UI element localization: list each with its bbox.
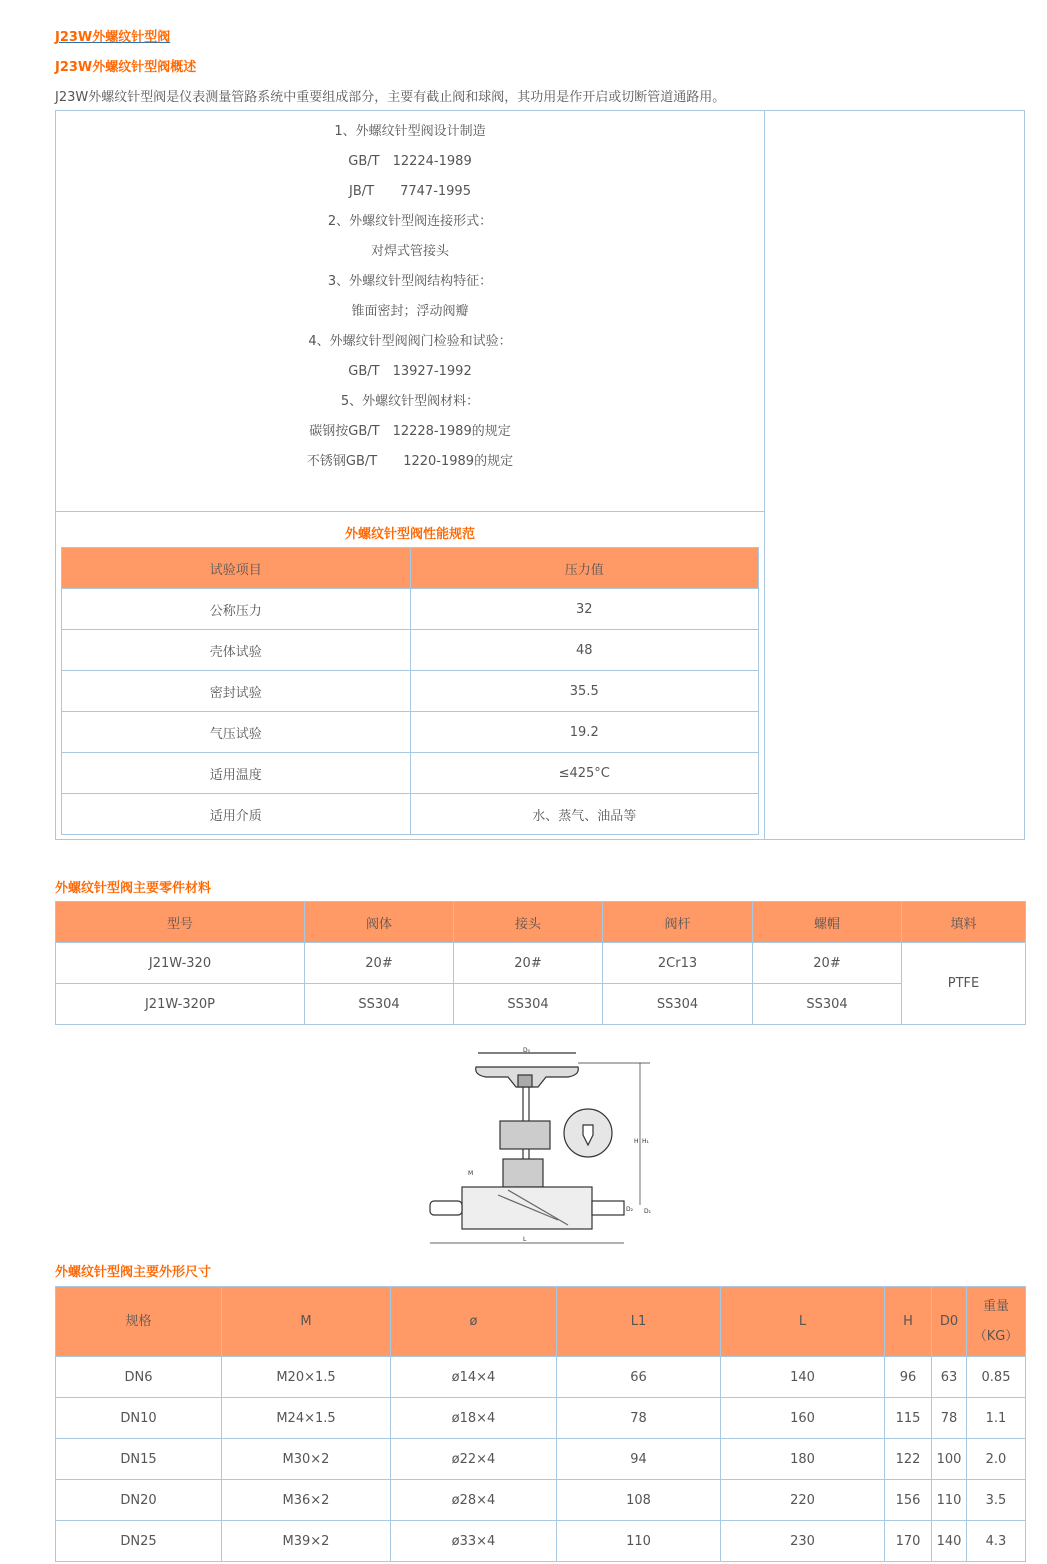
- table-cell: M20×1.5: [222, 1357, 391, 1398]
- table-cell: 220: [721, 1480, 885, 1521]
- table-cell: 3.5: [967, 1480, 1026, 1521]
- overview-heading: J23W外螺纹针型阀概述: [55, 60, 197, 75]
- spec-line: 5、外螺纹针型阀材料：: [340, 394, 480, 409]
- table-cell: 密封试验: [62, 671, 411, 712]
- table-cell: ø14×4: [391, 1357, 557, 1398]
- table-cell: 156: [885, 1480, 932, 1521]
- table-cell: 100: [932, 1439, 967, 1480]
- page-title-link[interactable]: J23W外螺纹针型阀: [55, 30, 171, 45]
- weight-label: 重量: [982, 1298, 1009, 1314]
- table-cell: 108: [557, 1480, 721, 1521]
- table-cell: 140: [721, 1357, 885, 1398]
- table-row: [62, 589, 759, 630]
- table-cell: 94: [557, 1439, 721, 1480]
- table-cell: 96: [885, 1357, 932, 1398]
- table-cell: 180: [721, 1439, 885, 1480]
- table-cell: 115: [885, 1398, 932, 1439]
- table-cell: ≤425°C: [410, 753, 759, 794]
- header-cell: 型号: [56, 902, 305, 943]
- spec-list: [56, 121, 764, 481]
- table-cell: ø18×4: [391, 1398, 557, 1439]
- dimensions-table: [55, 1286, 1026, 1562]
- label-l: L: [523, 1236, 527, 1243]
- table-cell: DN10: [56, 1398, 222, 1439]
- table-cell: 公称压力: [62, 589, 411, 630]
- table-row: [56, 943, 1026, 984]
- table-cell: SS304: [454, 984, 603, 1025]
- table-cell: 2.0: [967, 1439, 1026, 1480]
- table-cell: 35.5: [410, 671, 759, 712]
- spec-line: 碳钢按GB/T 12228-1989的规定: [309, 424, 511, 439]
- table-row: [56, 1439, 1026, 1480]
- filler-cell: PTFE: [902, 943, 1026, 1025]
- table-cell: 水、蒸气、油品等: [410, 794, 759, 835]
- table-cell: 20#: [454, 943, 603, 984]
- spec-line: JB/T 7747-1995: [349, 184, 471, 199]
- table-cell: 2Cr13: [603, 943, 753, 984]
- performance-table: [61, 547, 759, 835]
- table-cell: 20#: [305, 943, 454, 984]
- spec-line: 对焊式管接头: [370, 244, 449, 259]
- table-cell: 4.3: [967, 1521, 1026, 1562]
- dimensions-title: 外螺纹针型阀主要外形尺寸: [55, 1265, 212, 1280]
- table-cell: ø28×4: [391, 1480, 557, 1521]
- intro-text: J23W外螺纹针型阀是仪表测量管路系统中重要组成部分，主要有截止阀和球阀，其功用是作开启或切断管道通路用。: [55, 90, 726, 105]
- table-row: [56, 1398, 1026, 1439]
- table-row: [62, 671, 759, 712]
- table-row: [56, 984, 1026, 1025]
- spec-line: 锥面密封；浮动阀瓣: [351, 304, 469, 319]
- table-cell: 78: [932, 1398, 967, 1439]
- header-cell: 接头: [454, 902, 603, 943]
- label-h: H: [634, 1138, 639, 1145]
- table-cell: 适用介质: [62, 794, 411, 835]
- header-cell: 试验项目: [62, 548, 411, 589]
- header-cell: ø: [391, 1287, 557, 1357]
- table-cell: 78: [557, 1398, 721, 1439]
- table-cell: M30×2: [222, 1439, 391, 1480]
- weight-unit: （KG）: [973, 1328, 1019, 1344]
- table-row: [62, 794, 759, 835]
- label-h1: H₁: [642, 1138, 649, 1145]
- spec-line: 3、外螺纹针型阀结构特征：: [327, 274, 493, 289]
- table-row: [56, 1521, 1026, 1562]
- table-cell: 19.2: [410, 712, 759, 753]
- header-cell: 螺帽: [753, 902, 902, 943]
- table-cell: 48: [410, 630, 759, 671]
- performance-title: 外螺纹针型阀性能规范: [344, 527, 475, 542]
- spec-line: 1、外螺纹针型阀设计制造: [334, 124, 486, 139]
- spec-line: GB/T 12224-1989: [348, 154, 472, 169]
- table-cell: DN20: [56, 1480, 222, 1521]
- table-row: [56, 1357, 1026, 1398]
- table-cell: DN15: [56, 1439, 222, 1480]
- table-cell: ø22×4: [391, 1439, 557, 1480]
- table-cell: 230: [721, 1521, 885, 1562]
- table-cell: M36×2: [222, 1480, 391, 1521]
- table-cell: 气压试验: [62, 712, 411, 753]
- table-row: [62, 630, 759, 671]
- label-d2: D₂: [626, 1206, 634, 1213]
- table-cell: 壳体试验: [62, 630, 411, 671]
- weight-header: [967, 1287, 1026, 1357]
- spec-line: GB/T 13927-1992: [348, 364, 472, 379]
- table-cell: DN25: [56, 1521, 222, 1562]
- table-cell: ø33×4: [391, 1521, 557, 1562]
- materials-title: 外螺纹针型阀主要零件材料: [55, 881, 212, 896]
- table-cell: 0.85: [967, 1357, 1026, 1398]
- table-cell: M39×2: [222, 1521, 391, 1562]
- header-cell: 规格: [56, 1287, 222, 1357]
- table-cell: 160: [721, 1398, 885, 1439]
- header-cell: L: [721, 1287, 885, 1357]
- table-cell: J21W-320: [56, 943, 305, 984]
- divider: [764, 111, 765, 839]
- header-cell: M: [222, 1287, 391, 1357]
- table-cell: 110: [932, 1480, 967, 1521]
- table-cell: 110: [557, 1521, 721, 1562]
- header-cell: 填料: [902, 902, 1026, 943]
- valve-drawing: [428, 1045, 654, 1250]
- table-cell: M24×1.5: [222, 1398, 391, 1439]
- table-cell: SS304: [753, 984, 902, 1025]
- table-cell: 170: [885, 1521, 932, 1562]
- header-cell: H: [885, 1287, 932, 1357]
- table-cell: 66: [557, 1357, 721, 1398]
- table-cell: DN6: [56, 1357, 222, 1398]
- spec-line: 2、外螺纹针型阀连接形式：: [327, 214, 493, 229]
- spec-line: 不锈钢GB/T 1220-1989的规定: [306, 454, 514, 469]
- table-cell: 20#: [753, 943, 902, 984]
- table-cell: 122: [885, 1439, 932, 1480]
- table-cell: 1.1: [967, 1398, 1026, 1439]
- table-cell: SS304: [603, 984, 753, 1025]
- divider: [56, 511, 764, 512]
- spec-box: [55, 110, 1025, 840]
- table-cell: SS304: [305, 984, 454, 1025]
- table-cell: 140: [932, 1521, 967, 1562]
- table-row: [56, 1480, 1026, 1521]
- table-cell: 适用温度: [62, 753, 411, 794]
- label-d1: D₁: [644, 1208, 652, 1215]
- header-cell: D0: [932, 1287, 967, 1357]
- table-cell: 63: [932, 1357, 967, 1398]
- label-d0: D₀: [523, 1047, 531, 1054]
- table-row: [62, 712, 759, 753]
- table-cell: 32: [410, 589, 759, 630]
- materials-table: [55, 901, 1026, 1025]
- header-cell: L1: [557, 1287, 721, 1357]
- header-cell: 阀体: [305, 902, 454, 943]
- header-cell: 阀杆: [603, 902, 753, 943]
- table-cell: J21W-320P: [56, 984, 305, 1025]
- table-row: [62, 753, 759, 794]
- label-m: M: [468, 1170, 474, 1177]
- header-cell: 压力值: [410, 548, 759, 589]
- spec-line: 4、外螺纹针型阀阀门检验和试验：: [308, 334, 512, 349]
